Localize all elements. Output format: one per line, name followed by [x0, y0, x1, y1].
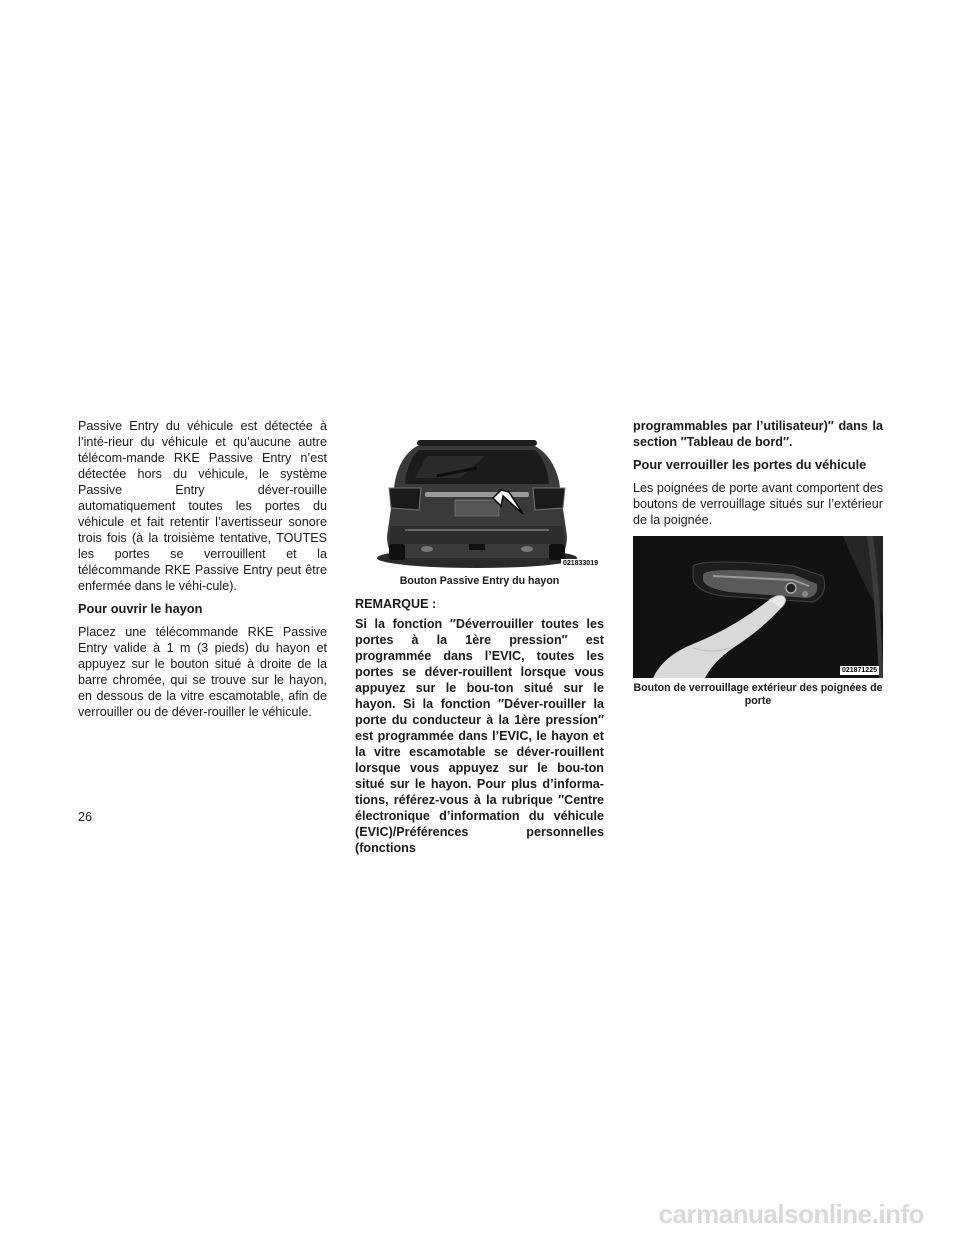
figure-code: 021871225: [841, 667, 877, 674]
column-left: [78, 418, 327, 727]
figure-code: 021833019: [562, 560, 598, 567]
column-right: [633, 418, 883, 716]
paragraph-lock-doors: Les poignées de porte avant comportent des boutons de verrouillage situés sur l’extérieur de la poignée.: [633, 481, 883, 527]
column-middle: [355, 418, 604, 863]
note-text: Si la fonction ″Déverrouiller toutes les portes à la 1ère pression″ est programmée dans l’EVIC, toutes les portes se déver-rouillent lorsque vous appuyez sur le bou-ton situé sur le hayon. Si la fonction ″Déver-rouiller la porte du conducteur à la 1ère pression″ est programmée dans l’EVIC, le hayon et la vitre escamotable se déver-rouillent lorsque vous appuyez sur le bou-ton situé sur le hayon. Pour plus d’informa-tions, référez-vous à la rubrique ″Centre électronique d’information du véhicule (EVIC)/Préférences personnelles (fonctions: [355, 617, 604, 855]
liftgate-photo: [355, 426, 604, 571]
watermark-logo: carmanualsonline.info: [658, 1199, 924, 1229]
heading-lock-doors: Pour verrouiller les portes du véhicule: [633, 457, 867, 472]
figure-caption: Bouton de verrouillage extérieur des poignées de porte: [633, 682, 883, 707]
liftgate-illustration: [355, 426, 604, 571]
note-continuation: programmables par l’utilisateur)″ dans la section ″Tableau de bord″.: [633, 419, 883, 449]
door-handle-illustration: [633, 536, 883, 678]
heading-open-liftgate: Pour ouvrir le hayon: [78, 601, 203, 616]
paragraph-open-liftgate: Placez une télécommande RKE Passive Entry valide à 1 m (3 pieds) du hayon et appuyez sur le bouton situé à droite de la barre chromée, qui se trouve sur le hayon, en dessous de la vitre escamotable, afin de verrouiller ou de déver-rouiller le véhicule.: [78, 625, 327, 719]
note-label: REMARQUE :: [355, 597, 437, 611]
door-handle-photo: [633, 536, 883, 678]
page-number: 26: [78, 810, 93, 824]
figure-caption: Bouton Passive Entry du hayon: [399, 575, 560, 587]
paragraph-passive-entry: Passive Entry du véhicule est détectée à l’inté-rieur du véhicule et qu’aucune autre télécom-mande RKE Passive Entry n’est détectée hors du véhicule, le système Passive Entry déver-rouille automatiquement toutes les portes du véhicule et fait retentir l’avertisseur sonore trois fois (à la troisième tentative, TOUTES les portes se verrouillent et la télécommande RKE Passive Entry peut être enfermée dans le véhi-cule).: [78, 419, 327, 593]
